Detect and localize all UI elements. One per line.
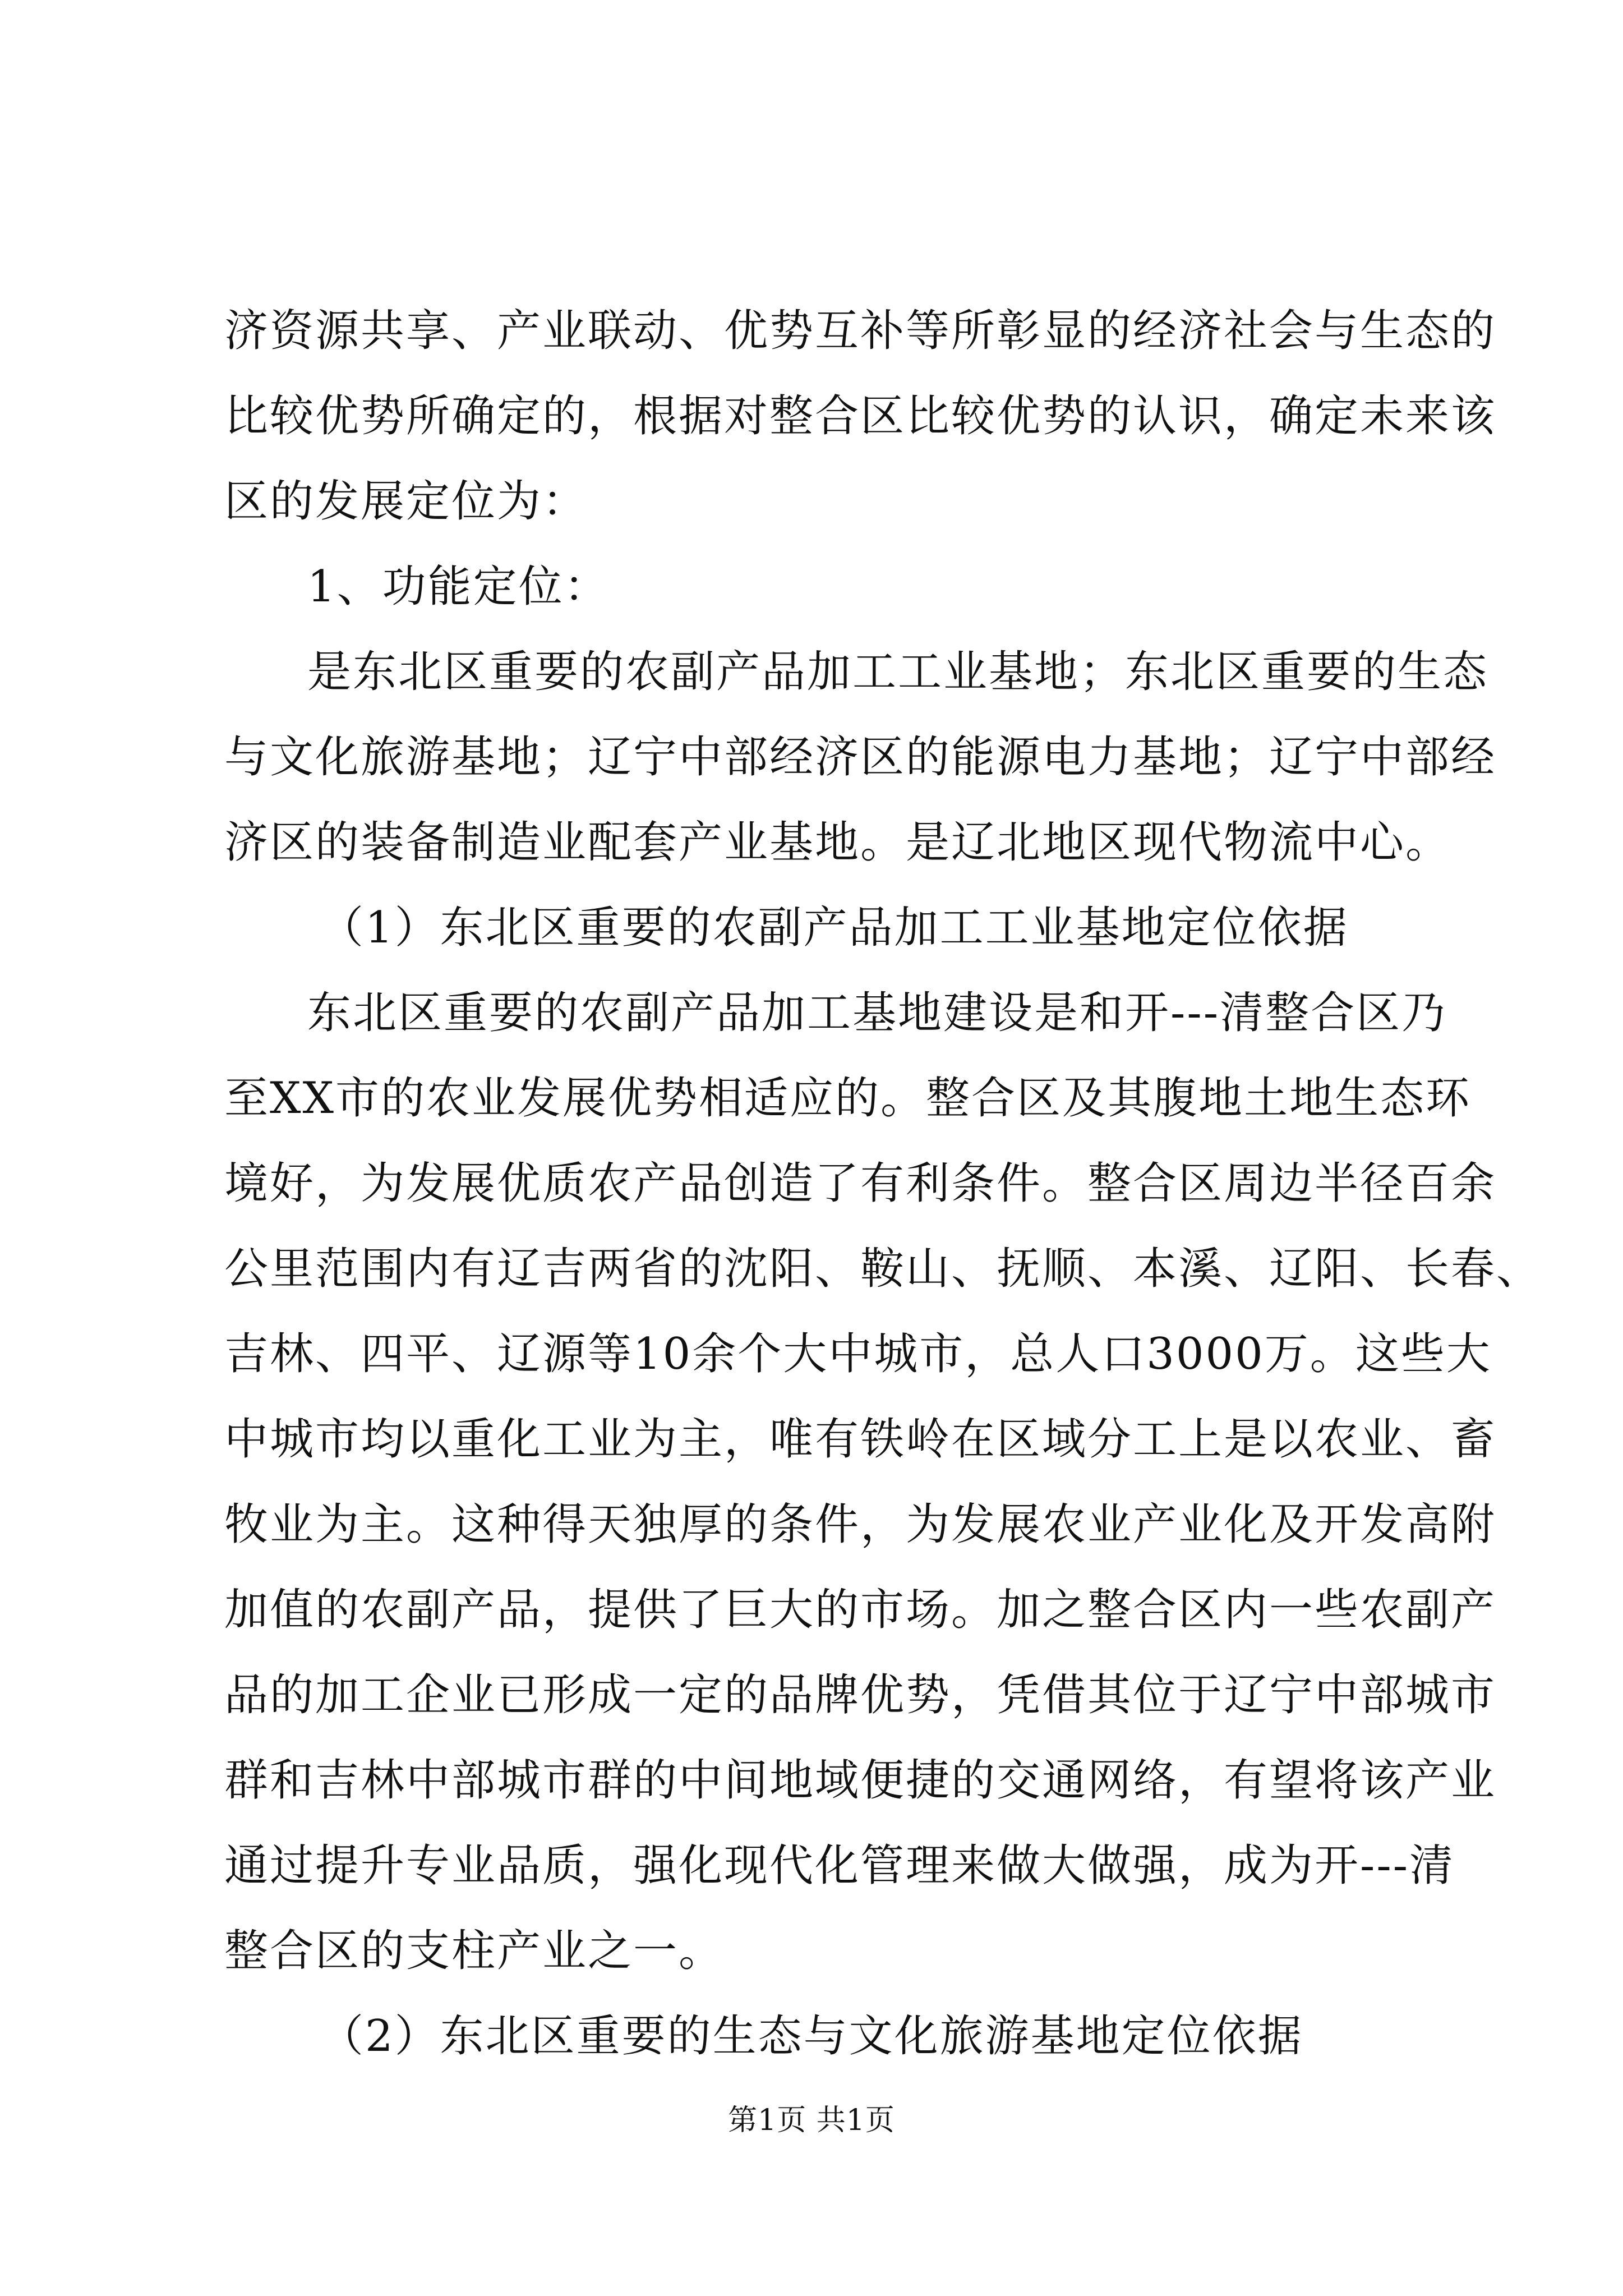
text-line: 公里范围内有辽吉两省的沈阳、鞍山、抚顺、本溪、辽阳、长春、	[224, 1244, 1542, 1294]
text-line: 加值的农副产品，提供了巨大的市场。加之整合区内一些农副产	[224, 1585, 1497, 1635]
text-line: 品的加工企业已形成一定的品牌优势，凭借其位于辽宁中部城市	[224, 1670, 1497, 1720]
text-line: 群和吉林中部城市群的中间地域便捷的交通网络，有望将该产业	[224, 1755, 1497, 1806]
text-line: 济区的装备制造业配套产业基地。是辽北地区现代物流中心。	[224, 817, 1451, 868]
subsection-heading: （1）东北区重要的农副产品加工工业基地定位依据	[320, 903, 1349, 953]
text-line: 区的发展定位为：	[224, 476, 588, 527]
text-line: 与文化旅游基地；辽宁中部经济区的能源电力基地；辽宁中部经	[224, 732, 1497, 783]
section-heading: 1、功能定位：	[307, 562, 610, 612]
text-line: 至XX市的农业发展优势相适应的。整合区及其腹地土地生态环	[224, 1073, 1472, 1124]
text-line: 东北区重要的农副产品加工基地建设是和开---清整合区乃	[307, 988, 1447, 1038]
text-line: 境好，为发展优质农产品创造了有利条件。整合区周边半径百余	[224, 1158, 1497, 1209]
text-line: 吉林、四平、辽源等10余个大中城市，总人口3000万。这些大	[224, 1329, 1492, 1379]
subsection-heading: （2）东北区重要的生态与文化旅游基地定位依据	[320, 2011, 1303, 2062]
text-line: 通过提升专业品质，强化现代化管理来做大做强，成为开---清	[224, 1841, 1455, 1891]
text-line: 比较优势所确定的，根据对整合区比较优势的认识，确定未来该	[224, 391, 1497, 441]
page-footer: 第1页 共1页	[728, 2104, 895, 2137]
text-line: 是东北区重要的农副产品加工工业基地；东北区重要的生态	[307, 647, 1489, 697]
text-line: 整合区的支柱产业之一。	[224, 1926, 725, 1976]
text-line: 济资源共享、产业联动、优势互补等所彰显的经济社会与生态的	[224, 306, 1497, 356]
text-line: 中城市均以重化工业为主，唯有铁岭在区域分工上是以农业、畜	[224, 1414, 1497, 1465]
text-line: 牧业为主。这种得天独厚的条件，为发展农业产业化及开发高附	[224, 1499, 1497, 1550]
